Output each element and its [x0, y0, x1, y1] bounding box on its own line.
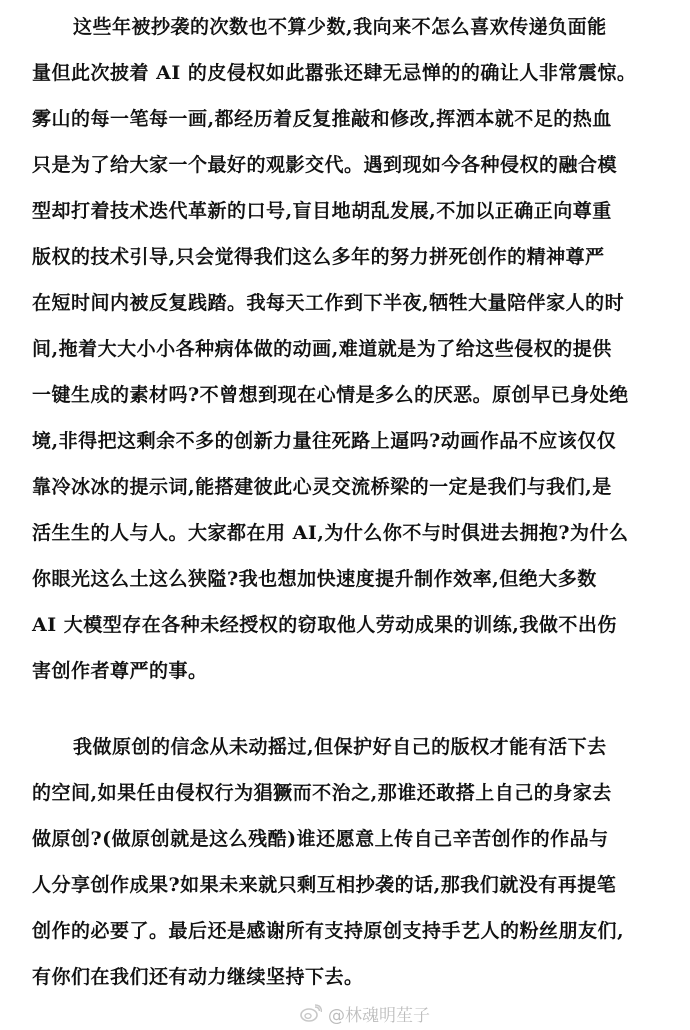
text-line: 人分享创作成果?如果未来就只剩互相抄袭的话,那我们就没有再提笔 [32, 874, 617, 896]
text-line: 你眼光这么土这么狭隘?我也想加快速度提升制作效率,但绝大多数 [32, 568, 597, 590]
text-line: 我做原创的信念从未动摇过,但保护好自己的版权才能有活下去 [73, 736, 607, 758]
weibo-watermark [300, 1000, 430, 1026]
text-line: 创作的必要了。最后还是感谢所有支持原创支持手艺人的粉丝朋友们, [32, 920, 625, 942]
text-line: 只是为了给大家一个最好的观影交代。遇到现如今各种侵权的融合模 [32, 154, 618, 176]
text-line: AI 大模型存在各种未经授权的窃取他人劳动成果的训练,我做不出伤 [32, 614, 617, 636]
text-line: 这些年被抄袭的次数也不算少数,我向来不怎么喜欢传递负面能 [73, 16, 607, 38]
text-line: 做原创?(做原创就是这么残酷)谁还愿意上传自己辛苦创作的作品与 [32, 828, 609, 850]
text-line: 雾山的每一笔每一画,都经历着反复推敲和修改,挥洒本就不足的热血 [32, 108, 612, 130]
text-line: 版权的技术引导,只会觉得我们这么多年的努力拼死创作的精神尊严 [32, 246, 605, 268]
text-line: 在短时间内被反复践踏。我每天工作到下半夜,牺牲大量陪伴家人的时 [32, 292, 625, 314]
text-line: 活生生的人与人。大家都在用 AI,为什么你不与时俱进去拥抱?为什么 [32, 522, 629, 544]
text-line: 量但此次披着 AI 的皮侵权如此嚣张还肆无忌惮的的确让人非常震惊。 [32, 62, 637, 84]
text-line: 的空间,如果任由侵权行为猖獗而不治之,那谁还敢搭上自己的身家去 [32, 782, 612, 804]
text-line: 靠冷冰冰的提示词,能搭建彼此心灵交流桥梁的一定是我们与我们,是 [32, 476, 612, 498]
text-line: 一键生成的素材吗?不曾想到现在心情是多么的厌恶。原创早已身处绝 [32, 384, 629, 406]
text-line: 害创作者尊严的事。 [32, 660, 208, 682]
weibo-icon [300, 1004, 322, 1022]
watermark-text: @林魂明苼子 [328, 1005, 430, 1026]
text-line: 间,拖着大大小小各种病体做的动画,难道就是为了给这些侵权的提供 [32, 338, 612, 360]
text-line: 型却打着技术迭代革新的口号,盲目地胡乱发展,不加以正确正向尊重 [32, 200, 612, 222]
text-line: 境,非得把这剩余不多的创新力量往死路上逼吗?动画作品不应该仅仅 [32, 430, 617, 452]
text-line: 有你们在我们还有动力继续坚持下去。 [32, 966, 364, 988]
